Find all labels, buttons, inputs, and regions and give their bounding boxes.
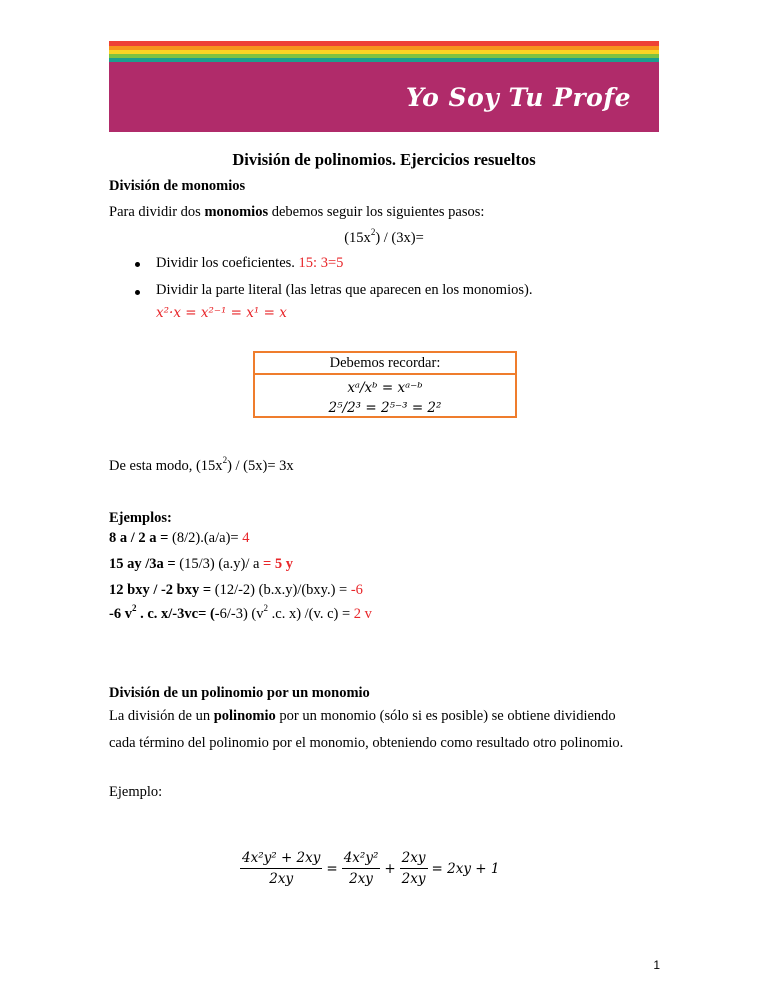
fraction-term-2: $\frac{2xy}{2xy}$ [401, 850, 426, 887]
example-label: Ejemplo: [109, 784, 163, 800]
section-heading-monomios: División de monomios [109, 178, 246, 194]
bullet-dot [135, 262, 140, 267]
reminder-title: Debemos recordar: [255, 353, 515, 375]
page-title: División de polinomios. Ejercicios resueltos [232, 150, 536, 169]
intro-paragraph: Para dividir dos monomios debemos seguir los siguientes pasos: [109, 204, 485, 220]
example-expression: $(15x^2) / (3x)=$ [344, 227, 424, 246]
fraction-term-1: $\frac{\text{4x²y²}}{2xy}$ [343, 850, 379, 887]
stripe-teal [109, 58, 659, 62]
step-2-formula: x²·x = x²⁻¹ = x¹ = x [156, 305, 287, 321]
section2-paragraph-line1: La división de un polinomio por un monomio (sólo si es posible) se obtiene dividiendo [109, 708, 616, 724]
step-2: Dividir la parte literal (las letras que aparecen en los monomios). [156, 282, 533, 298]
result-sentence: De esta modo, $(15x^2) / (5x)= 3x$ [109, 455, 294, 474]
reminder-rule-1: xᵃ/xᵇ = xᵃ⁻ᵇ [347, 380, 423, 396]
bullet-dot [135, 290, 140, 295]
reminder-rule-2: 2⁵/2³ = 2⁵⁻³ = 2² [328, 400, 442, 416]
page-number: 1 [653, 958, 660, 972]
section-heading-polinomio: División de un polinomio por un monomio [109, 685, 370, 701]
polynomial-division-equation: $\frac{\text{4x²y² + 2xy}}{2xy}$ = $\frac{\text{4x²y²}}{2xy}$ + $\frac{2xy}{2xy}$ = 2xy + 1 [242, 850, 500, 887]
example-4: -6 $v^2$ . c. x/-3vc= (-6/-3) ($v^2$ .c. x) /(v. c) = 2 v [109, 603, 372, 622]
examples-heading: Ejemplos: [109, 510, 172, 526]
reminder-box [253, 351, 517, 418]
brand-logo: Yo Soy Tu Profe [405, 83, 631, 112]
example-3: 12 bxy / -2 bxy = (12/-2) (b.x.y)/(bxy.) = -6 [109, 582, 363, 598]
example-1: 8 a / 2 a = (8/2).(a/a)= 4 [109, 530, 250, 546]
example-2: 15 ay /3a = (15/3) (a.y)/ a = 5 y [109, 556, 294, 572]
fraction-full: $\frac{\text{4x²y² + 2xy}}{2xy}$ [242, 850, 321, 887]
header-banner [109, 41, 659, 132]
step-1: Dividir los coeficientes. 15: 3=5 [156, 255, 344, 271]
section2-paragraph-line2: cada término del polinomio por el monomio, obteniendo como resultado otro polinomio. [109, 735, 624, 751]
